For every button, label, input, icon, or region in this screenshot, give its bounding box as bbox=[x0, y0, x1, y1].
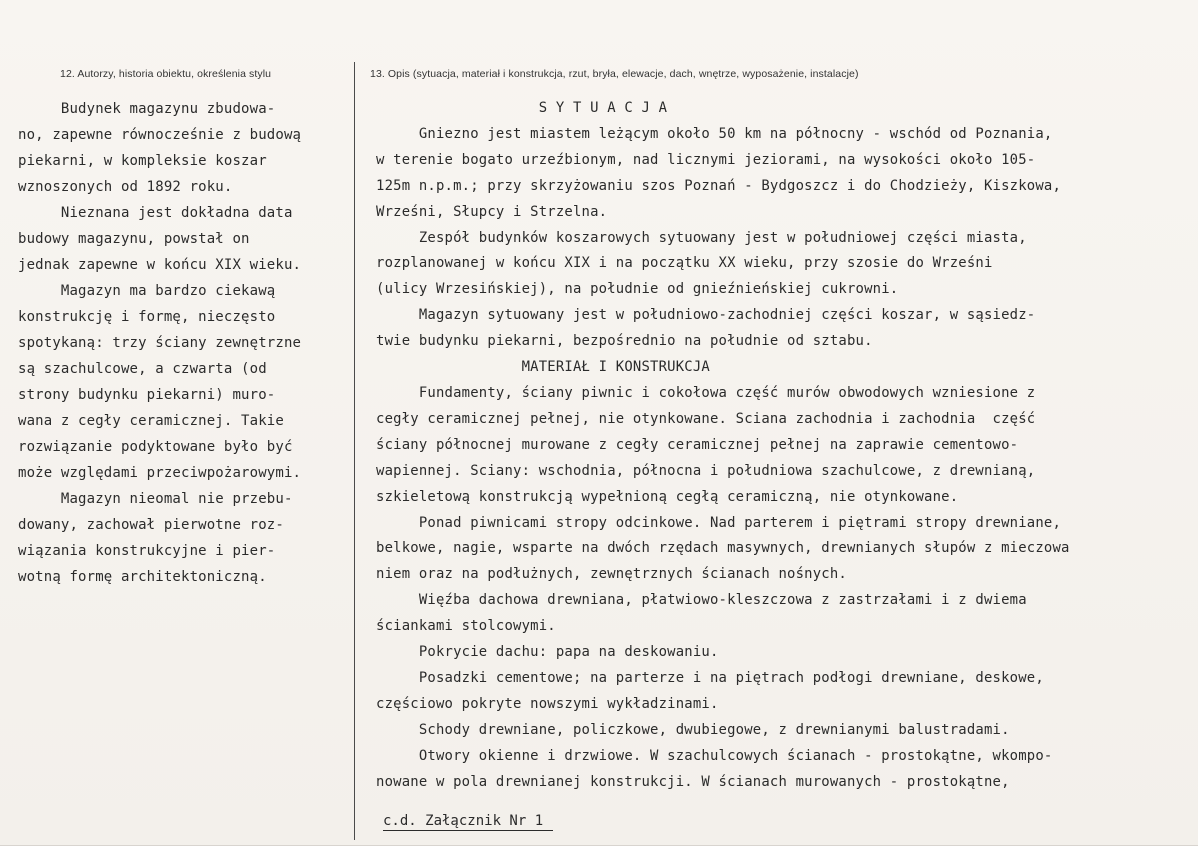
history-text-line: są szachulcowe, a czwarta (od bbox=[18, 361, 267, 377]
section-12-header: 12. Autorzy, historia obiektu, określenia stylu bbox=[60, 68, 272, 80]
description-text-line: Fundamenty, ściany piwnic i cokołowa część murów obwodowych wzniesione z bbox=[376, 384, 1036, 401]
continuation-note: c.d. Załącznik Nr 1 bbox=[383, 813, 553, 831]
description-text-line: belkowe, nagie, wsparte na dwóch rzędach masywnych, drewnianych słupów z mieczowa bbox=[376, 540, 1070, 557]
description-text-line: Więźba dachowa drewniana, płatwiowo-kleszczowa z zastrzałami i z dwiema bbox=[376, 592, 1027, 609]
description-text-line: Zespół budynków koszarowych sytuowany jest w południowej części miasta, bbox=[376, 229, 1027, 246]
description-text-line: ściankami stolcowymi. bbox=[376, 618, 556, 635]
history-text-line: Nieznana jest dokładna data bbox=[18, 205, 293, 221]
history-text-line: no, zapewne równocześnie z budową bbox=[18, 127, 302, 143]
description-text-line: ściany północnej murowane z cegły ceramicznej pełnej na zaprawie cementowo- bbox=[376, 436, 1019, 453]
description-text-line: Wrześni, Słupcy i Strzelna. bbox=[376, 203, 608, 220]
description-text-line: nowane w pola drewnianej konstrukcji. W ścianach murowanych - prostokątne, bbox=[376, 773, 1010, 790]
history-text-column bbox=[18, 96, 301, 590]
history-text-line: piekarni, w kompleksie koszar bbox=[18, 153, 267, 169]
description-text-line: w terenie bogato urzeźbionym, nad licznymi jeziorami, na wysokości około 105- bbox=[376, 151, 1036, 168]
history-text-line: wotną formę architektoniczną. bbox=[18, 569, 267, 585]
history-text-line: Magazyn nieomal nie przebu- bbox=[18, 491, 293, 507]
description-text-line: wapiennej. Sciany: wschodnia, północna i południowa szachulcowe, z drewnianą, bbox=[376, 462, 1036, 479]
description-text-line: Pokrycie dachu: papa na deskowaniu. bbox=[376, 644, 719, 661]
description-text-line: Otwory okienne i drzwiowe. W szachulcowych ścianach - prostokątne, wkompo- bbox=[376, 747, 1053, 764]
description-text-line: Posadzki cementowe; na parterze i na piętrach podłogi drewniane, deskowe, bbox=[376, 669, 1044, 686]
history-text-line: dowany, zachował pierwotne roz- bbox=[18, 517, 284, 533]
description-text-line: Schody drewniane, policzkowe, dwubiegowe, z drewnianymi balustradami. bbox=[376, 721, 1010, 738]
history-text-line: jednak zapewne w końcu XIX wieku. bbox=[18, 257, 302, 273]
description-text-line: MATERIAŁ I KONSTRUKCJA bbox=[376, 359, 710, 376]
description-text-line: 125m n.p.m.; przy skrzyżowaniu szos Poznań - Bydgoszcz i do Chodzieży, Kiszkowa, bbox=[376, 177, 1062, 194]
history-text-line: może względami przeciwpożarowymi. bbox=[18, 465, 302, 481]
description-text-column bbox=[376, 96, 1070, 795]
description-text-line: Magazyn sytuowany jest w południowo-zachodniej części koszar, w sąsiedz- bbox=[376, 307, 1036, 324]
description-text-line: Ponad piwnicami stropy odcinkowe. Nad parterem i piętrami stropy drewniane, bbox=[376, 514, 1062, 531]
history-text-line: wznoszonych od 1892 roku. bbox=[18, 179, 233, 195]
description-text-line: cegły ceramicznej pełnej, nie otynkowane. Sciana zachodnia i zachodnia część bbox=[376, 410, 1036, 427]
history-text-line: budowy magazynu, powstał on bbox=[18, 231, 250, 247]
section-13-header: 13. Opis (sytuacja, materiał i konstrukcja, rzut, bryła, elewacje, dach, wnętrze, wyposażenie, instalacje) bbox=[370, 68, 859, 80]
description-text-line: twie budynku piekarni, bezpośrednio na południe od sztabu. bbox=[376, 333, 873, 350]
history-text-line: Magazyn ma bardzo ciekawą bbox=[18, 283, 276, 299]
history-text-line: wana z cegły ceramicznej. Takie bbox=[18, 413, 284, 429]
history-text-line: spotykaną: trzy ściany zewnętrzne bbox=[18, 335, 302, 351]
history-text-line: strony budynku piekarni) muro- bbox=[18, 387, 276, 403]
description-text-line: rozplanowanej w końcu XIX i na początku XX wieku, przy szosie do Wrześni bbox=[376, 255, 993, 272]
description-text-line: częściowo pokryte nowszymi wykładzinami. bbox=[376, 695, 719, 712]
description-text-line: niem oraz na podłużnych, zewnętrznych ścianach nośnych. bbox=[376, 566, 847, 583]
description-text-line: Gniezno jest miastem leżącym około 50 km na północny - wschód od Poznania, bbox=[376, 125, 1053, 142]
description-text-line: S Y T U A C J A bbox=[376, 100, 668, 116]
history-text-line: konstrukcję i formę, nieczęsto bbox=[18, 309, 276, 325]
history-text-line: Budynek magazynu zbudowa- bbox=[18, 101, 276, 117]
history-text-line: rozwiązanie podyktowane było być bbox=[18, 439, 293, 455]
column-divider bbox=[354, 62, 355, 840]
description-text-line: szkieletową konstrukcją wypełnioną cegłą ceramiczną, nie otynkowane. bbox=[376, 488, 959, 505]
description-text-line: (ulicy Wrzesińskiej), na południe od gnieźnieńskiej cukrowni. bbox=[376, 281, 899, 298]
history-text-line: wiązania konstrukcyjne i pier- bbox=[18, 543, 276, 559]
